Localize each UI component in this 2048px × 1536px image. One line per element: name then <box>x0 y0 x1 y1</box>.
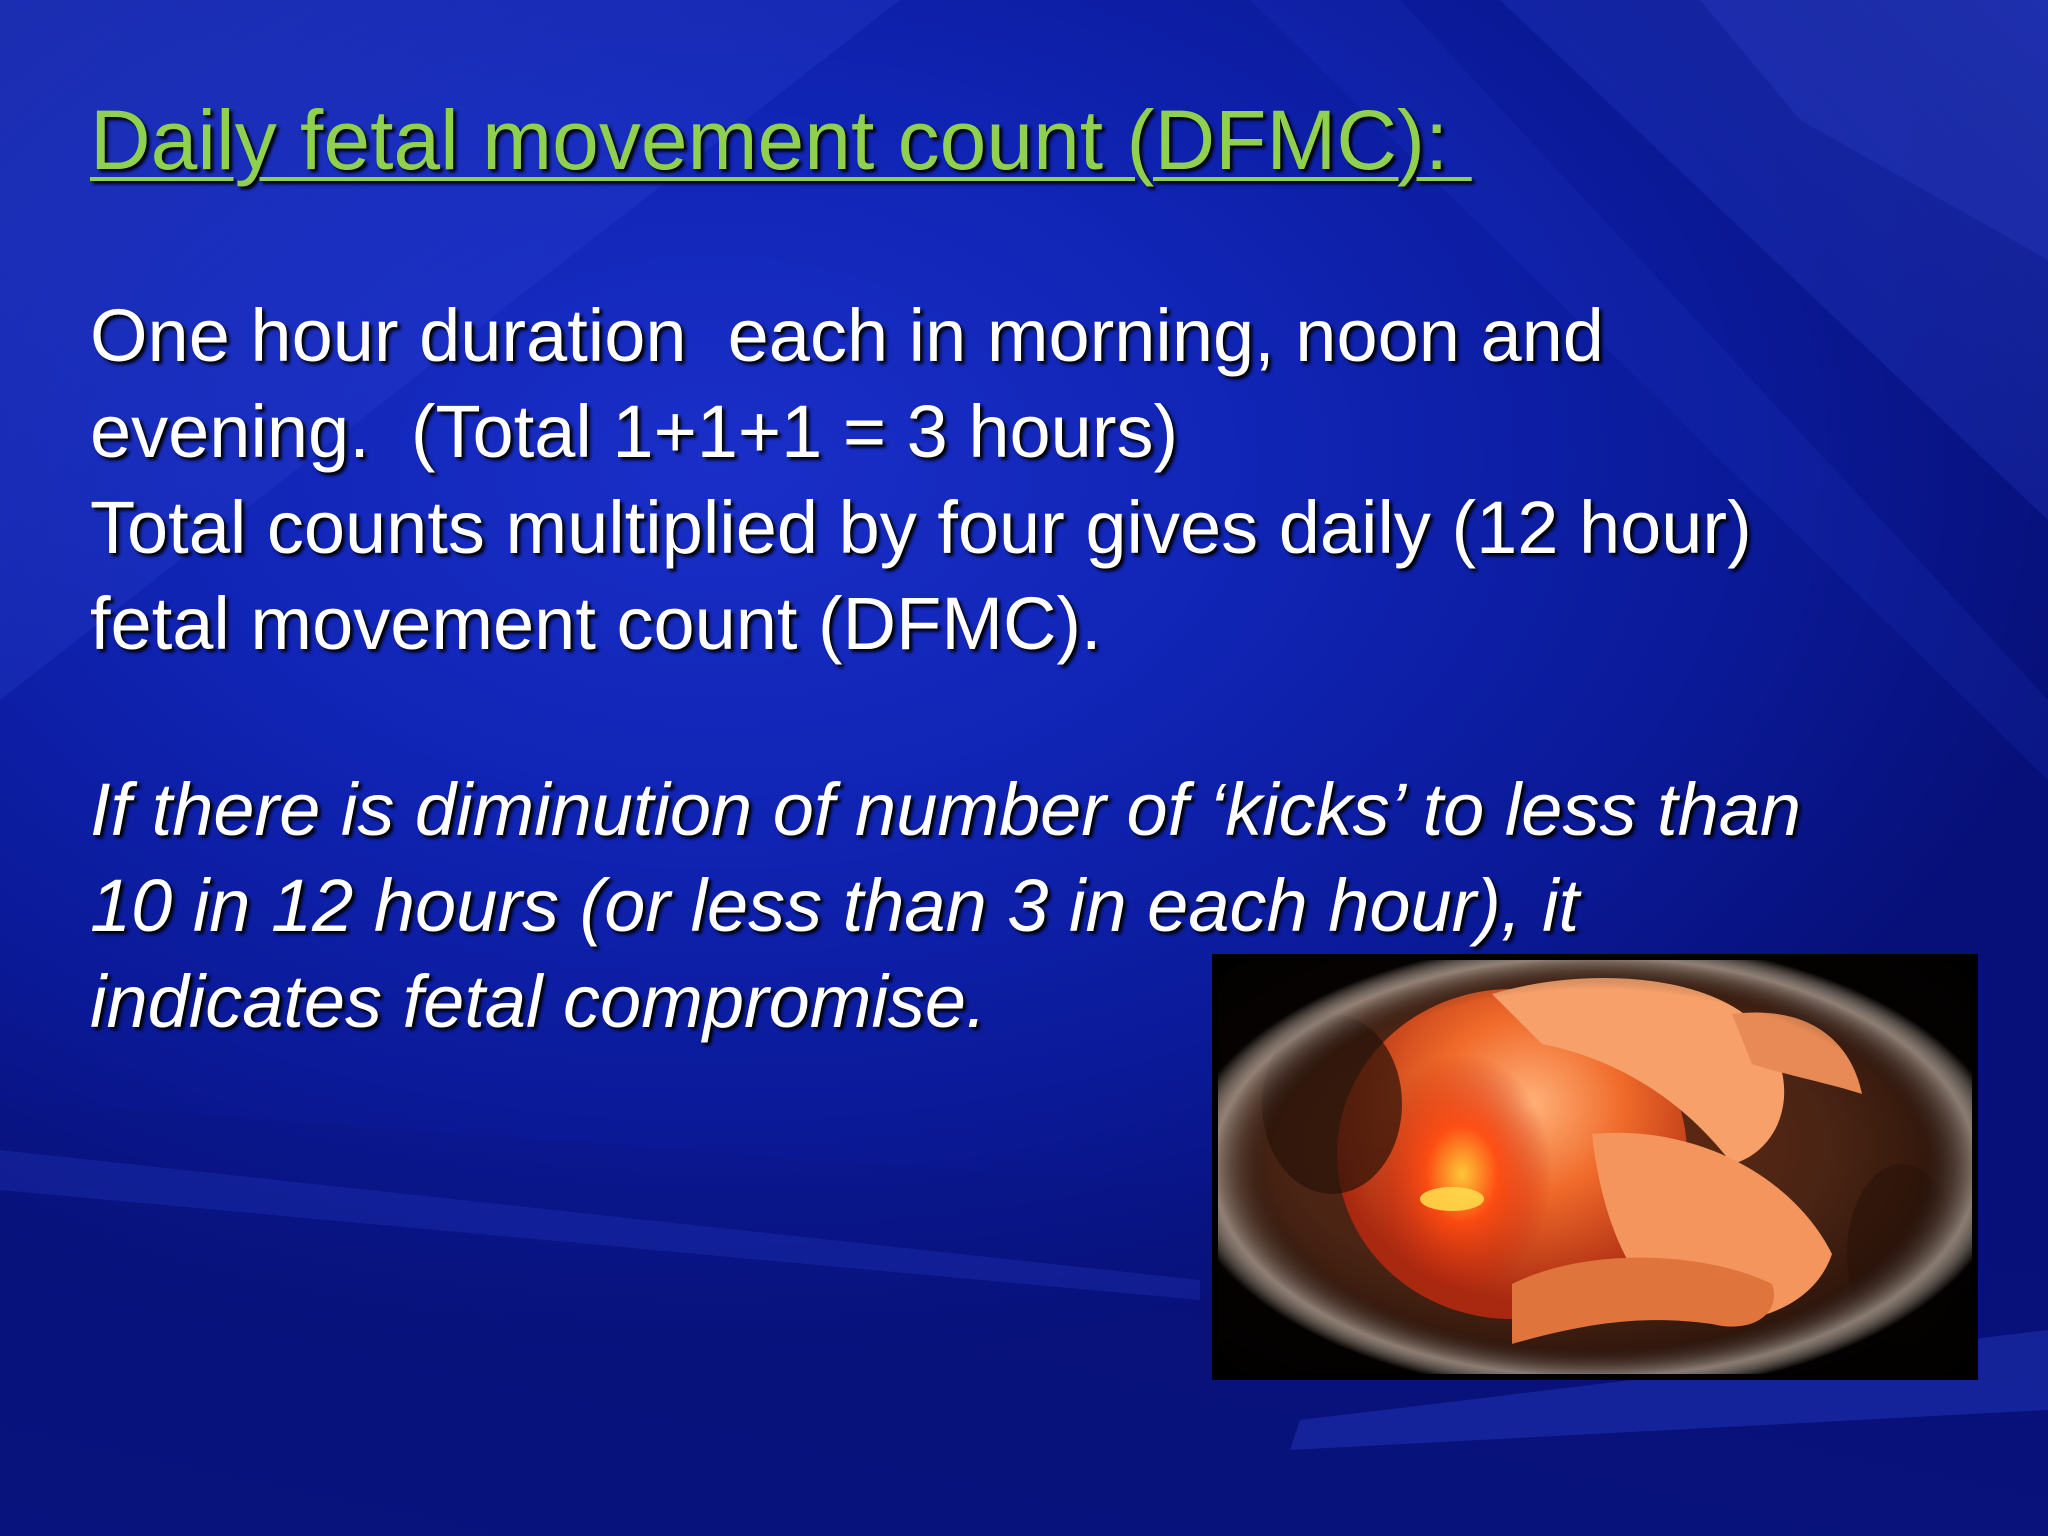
text-line: 10 in 12 hours (or less than 3 in each hour), it <box>90 864 1580 947</box>
text-line: Total counts multiplied by four gives daily (12 hour) <box>90 486 1752 569</box>
text-line: If there is diminution of number of ‘kicks’ to less than <box>90 768 1802 851</box>
text-line: fetal movement count (DFMC). <box>90 582 1102 665</box>
movement-count-instructions <box>90 288 1990 672</box>
text-line: indicates fetal compromise. <box>90 960 987 1043</box>
slide-title: Daily fetal movement count (DFMC): <box>90 93 1472 187</box>
fetus-photo <box>1212 954 1978 1380</box>
text-line: One hour duration each in morning, noon and <box>90 294 1604 377</box>
text-line: evening. (Total 1+1+1 = 3 hours) <box>90 390 1179 473</box>
